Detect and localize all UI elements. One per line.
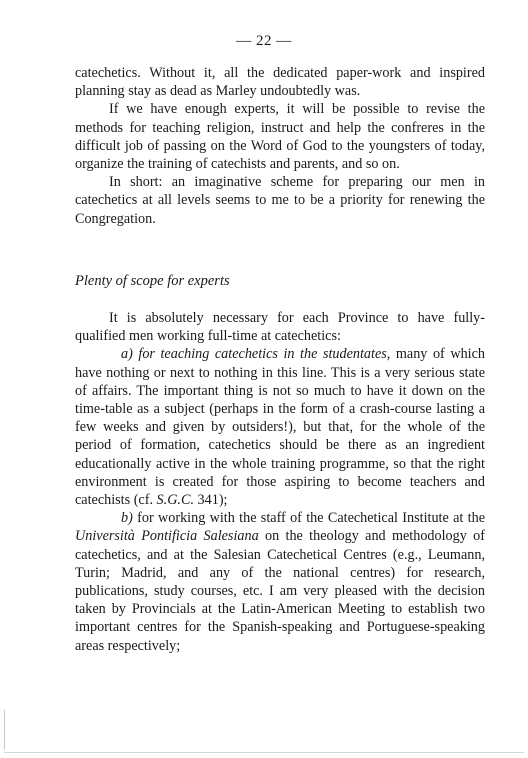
section-heading: Plenty of scope for experts — [75, 273, 230, 289]
list-item-a-end: 341); — [194, 492, 228, 509]
body-section-scope — [75, 309, 485, 655]
paragraph-in-short: In short: an imaginative scheme for preparing our men in catechetics at all levels seems to me to be a priority for renewing the Congregation. — [75, 174, 485, 227]
list-item-a-label: a) for teaching catechetics in the studentates, — [121, 346, 391, 363]
paragraph-experts: If we have enough experts, it will be possible to revise the methods for teaching religion, instruct and help the confreres in the difficult job of passing on the Word of God to the youngsters of today, organize the training of catechists and parents, and so on. — [75, 101, 485, 173]
page-number: — 22 — — [236, 33, 292, 49]
paragraph-catechetics: catechetics. Without it, all the dedicated paper-work and inspired planning stay as dead as Marley undoubtedly was. — [75, 65, 485, 100]
scan-edge-horizontal — [4, 752, 524, 753]
paragraph-necessary: It is absolutely necessary for each Province to have fully-qualified men working full-time at catechetics: — [75, 310, 485, 345]
list-item-b-text-1: for working with the staff of the Catechetical Institute at the — [132, 510, 485, 527]
list-item-b-text-2: on the theology and methodology of catechetics, and at the Salesian Catechetical Centres (e.g., Leumann, Turin; Madrid, and any of the national centres) for research, publications, study courses, etc. I am very pleased with the decision taken by Provincials at the Latin-American Meeting to establish two important centres for the Spanish-speaking and Portuguese-speaking areas respectively; — [75, 528, 485, 654]
list-item-a-text: many of which have nothing or next to nothing in this line. This is a very serious state of affairs. The important thing is not so much to have it down on the time-table as a subject (perhaps in the form of a crash-course lasting a few weeks and given by outsiders!), but that, for the whole of the period of formation, catechetics should be there as an ingredient educationally active in the whole training programme, so that the right environment is created for those aspiring to become teachers and catechists (cf. — [75, 346, 486, 509]
list-item-b — [75, 509, 485, 655]
list-item-a — [75, 345, 485, 509]
scan-edge-vertical — [4, 710, 5, 750]
body-section-intro — [75, 64, 485, 228]
list-item-b-label: b) — [121, 510, 133, 527]
list-item-a-reference: S.G.C. — [156, 492, 194, 509]
list-item-b-university: Università Pontificia Salesiana — [75, 528, 259, 545]
